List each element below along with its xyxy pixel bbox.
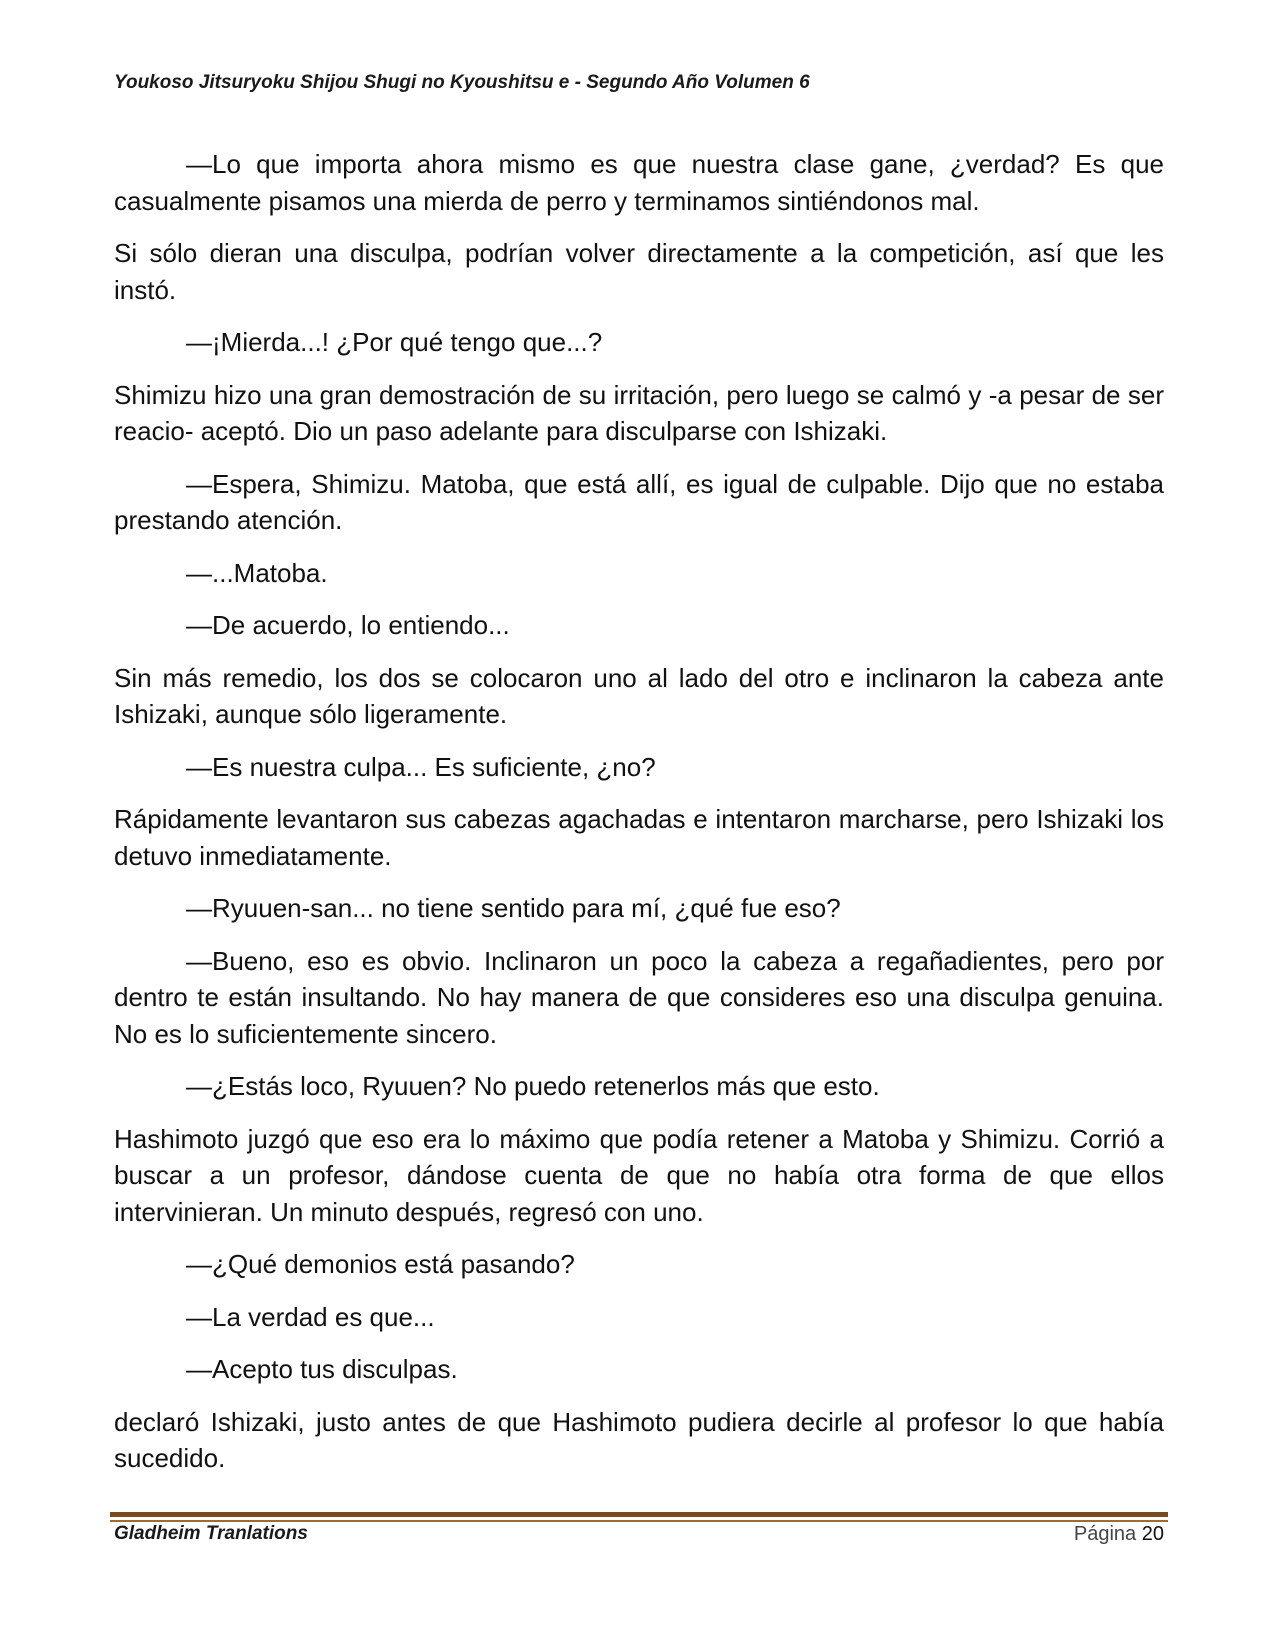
paragraph: —¡Mierda...! ¿Por qué tengo que...?	[186, 327, 603, 357]
page-number-block	[1074, 1523, 1164, 1546]
paragraph: Rápidamente levantaron sus cabezas agachadas e intentaron marcharse, pero Ishizaki los detuvo inmediatamente.	[114, 804, 1164, 871]
paragraph: Shimizu hizo una gran demostración de su irritación, pero luego se calmó y -a pesar de ser reacio- aceptó. Dio un paso adelante para disculparse con Ishizaki.	[114, 379, 1164, 446]
paragraph: —Acepto tus disculpas.	[186, 1354, 458, 1384]
page-number: 20	[1141, 1523, 1164, 1545]
paragraph: declaró Ishizaki, justo antes de que Hashimoto pudiera decirle al profesor lo que había sucedido.	[114, 1406, 1164, 1473]
paragraph: —Bueno, eso es obvio. Inclinaron un poco la cabeza a regañadientes, pero por dentro te están insultando. No hay manera de que consideres eso una disculpa genuina. No es lo suficientemente sincero.	[114, 945, 1164, 1049]
paragraph: —De acuerdo, lo entiendo...	[186, 610, 510, 640]
paragraph: —Es nuestra culpa... Es suficiente, ¿no?	[186, 751, 656, 782]
footer-rule-thin	[110, 1520, 1168, 1522]
running-header: Youkoso Jitsuryoku Shijou Shugi no Kyoushitsu e - Segundo Año Volumen 6	[114, 72, 810, 93]
paragraph: —La verdad es que...	[186, 1301, 435, 1332]
paragraph: —Lo que importa ahora mismo es que nuestra clase gane, ¿verdad? Es que casualmente pisamos una mierda de perro y terminamos sintiéndonos mal.	[114, 149, 1164, 216]
paragraph: —...Matoba.	[186, 557, 328, 588]
paragraph: Hashimoto juzgó que eso era lo máximo que podía retener a Matoba y Shimizu. Corrió a buscar a un profesor, dándose cuenta de que no había otra forma de que ellos intervinieran. Un minuto después, regresó con uno.	[114, 1123, 1164, 1227]
page-label: Página	[1073, 1523, 1137, 1545]
paragraph: Sin más remedio, los dos se colocaron uno al lado del otro e inclinaron la cabeza ante Ishizaki, aunque sólo ligeramente.	[114, 662, 1164, 729]
page-body	[114, 146, 1164, 1493]
paragraph: —Ryuuen-san... no tiene sentido para mí, ¿qué fue eso?	[186, 893, 841, 923]
footer-credit: Gladheim Tranlations	[114, 1523, 308, 1544]
paragraph: Si sólo dieran una disculpa, podrían volver directamente a la competición, así que les instó.	[114, 238, 1164, 305]
footer-rule	[110, 1512, 1168, 1517]
paragraph: —¿Estás loco, Ryuuen? No puedo retenerlos más que esto.	[186, 1071, 880, 1101]
paragraph: —¿Qué demonios está pasando?	[186, 1249, 575, 1279]
paragraph: —Espera, Shimizu. Matoba, que está allí, es igual de culpable. Dijo que no estaba prestando atención.	[114, 468, 1164, 535]
